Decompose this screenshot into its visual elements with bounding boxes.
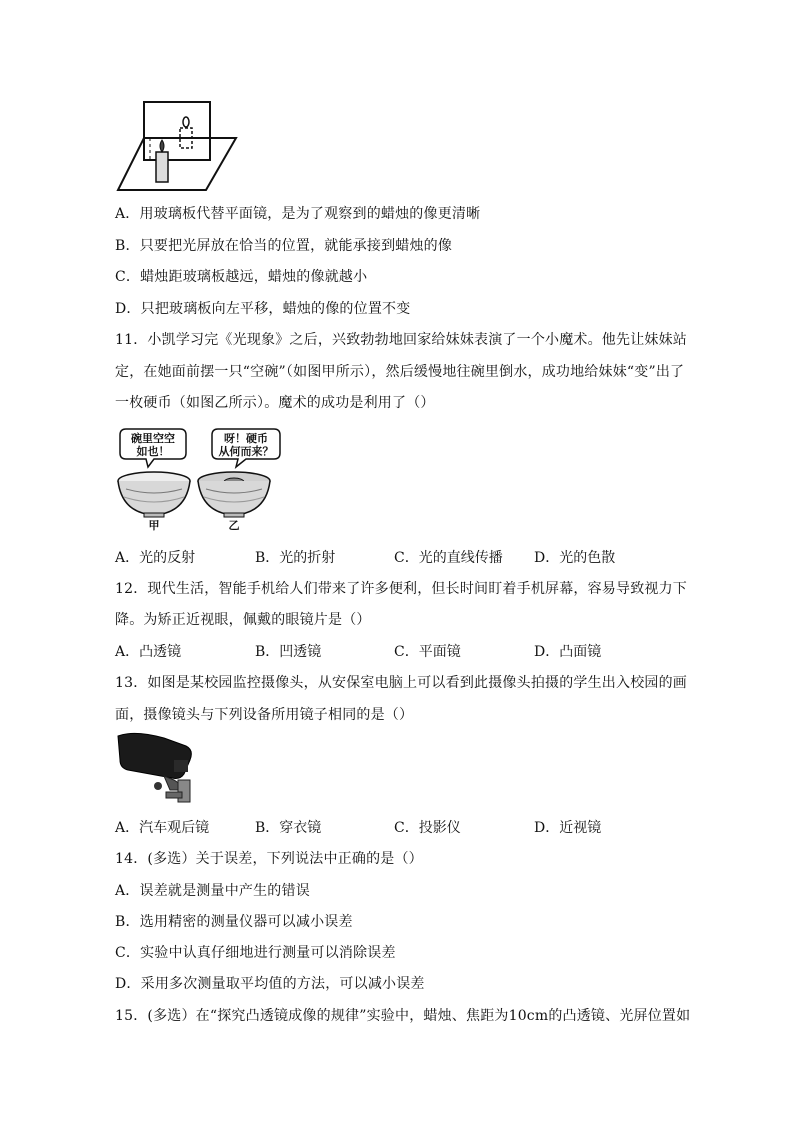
q13-option-a: A．汽车观后镜: [115, 820, 210, 836]
figure-label-jia: 甲: [148, 519, 160, 532]
glass-plate-candle-figure: [114, 100, 238, 194]
q11-stem-line-1: 11．小凯学习完《光现象》之后，兴致勃勃地回家给妹妹表演了一个小魔术。他先让妹妹站: [115, 332, 688, 348]
figure-label-yi: 乙: [228, 519, 240, 532]
q11-stem-line-2: 定，在她面前摆一只“空碗”（如图甲所示），然后缓慢地往碗里倒水，成功地给妹妹“变”出了: [115, 364, 685, 380]
bubble-right-line-2: 从何而来？: [218, 445, 274, 458]
q12-option-a: A．凸透镜: [115, 644, 182, 660]
q14-option-d: D．采用多次测量取平均值的方法，可以减小误差: [115, 976, 425, 992]
q11-options: [115, 548, 715, 568]
bubble-left-line-2: 如也！: [136, 445, 170, 458]
q10-option-b: B．只要把光屏放在恰当的位置，就能承接到蜡烛的像: [115, 238, 453, 254]
q12-option-d: D．凸面镜: [534, 644, 602, 660]
q12-option-c: C．平面镜: [394, 644, 461, 660]
q12-options: [115, 642, 715, 662]
bubble-right-line-1: 呀！硬币: [224, 432, 268, 445]
q11-option-d: D．光的色散: [534, 550, 616, 566]
q12-stem-line-2: 降。为矫正近视眼，佩戴的眼镜片是（）: [115, 612, 371, 628]
q12-option-b: B．凹透镜: [255, 644, 322, 660]
q11-option-b: B．光的折射: [255, 550, 336, 566]
q13-stem-line-2: 面，摄像镜头与下列设备所用镜子相同的是（）: [115, 707, 414, 723]
q10-option-c: C．蜡烛距玻璃板越远，蜡烛的像就越小: [115, 269, 368, 285]
q13-stem-line-1: 13．如图是某校园监控摄像头，从安保室电脑上可以看到此摄像头拍摄的学生出入校园的画: [115, 675, 688, 691]
bowl-coin-figure: [114, 425, 284, 533]
q14-option-c: C．实验中认真仔细地进行测量可以消除误差: [115, 945, 396, 961]
q11-option-a: A．光的反射: [115, 550, 196, 566]
q12-stem-line-1: 12．现代生活，智能手机给人们带来了许多便利，但长时间盯着手机屏幕，容易导致视力下: [115, 581, 688, 597]
bubble-left-line-1: 碗里空空: [131, 432, 175, 445]
q13-option-c: C．投影仪: [394, 820, 461, 836]
q10-option-d: D．只把玻璃板向左平移，蜡烛的像的位置不变: [115, 301, 411, 317]
q15-stem-line-1: 15．(多选）在“探究凸透镜成像的规律”实验中，蜡烛、焦距为10cm的凸透镜、光屏位置如: [115, 1008, 691, 1024]
q14-option-a: A．误差就是测量中产生的错误: [115, 883, 310, 899]
q13-option-b: B．穿衣镜: [255, 820, 322, 836]
q13-options: [115, 818, 715, 838]
q13-option-d: D．近视镜: [534, 820, 602, 836]
security-camera-figure: [114, 730, 200, 808]
q14-option-b: B．选用精密的测量仪器可以减小误差: [115, 914, 353, 930]
q10-option-a: A．用玻璃板代替平面镜，是为了观察到的蜡烛的像更清晰: [115, 206, 481, 222]
q11-stem-line-3: 一枚硬币（如图乙所示）。魔术的成功是利用了（）: [115, 395, 435, 411]
q11-option-c: C．光的直线传播: [394, 550, 503, 566]
q14-stem-line-1: 14．(多选）关于误差，下列说法中正确的是（）: [115, 851, 423, 867]
